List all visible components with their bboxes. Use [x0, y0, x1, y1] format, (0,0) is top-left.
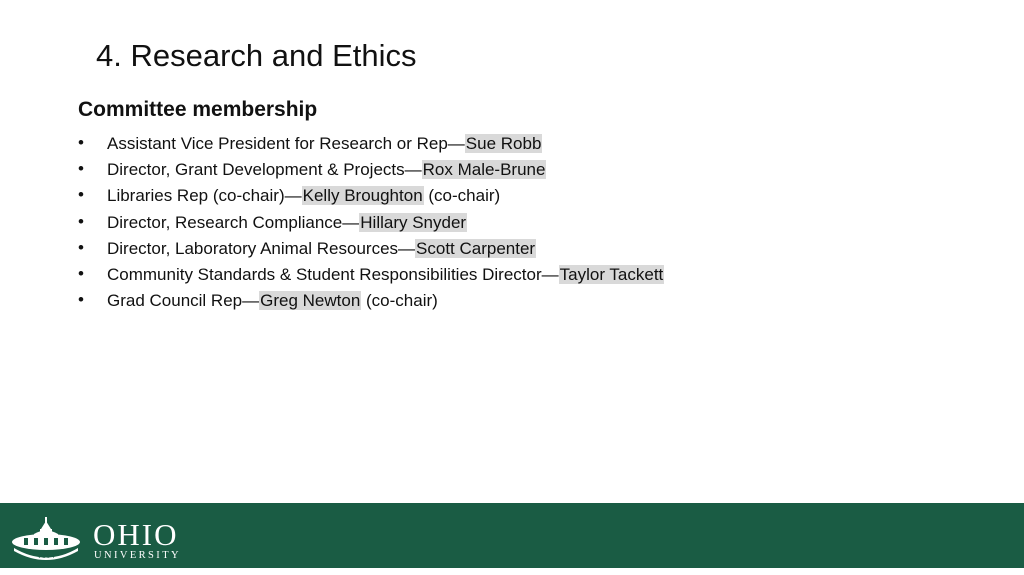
bullet-icon: •: [78, 159, 84, 179]
member-role: Director, Grant Development & Projects—: [107, 160, 422, 180]
member-role: Director, Laboratory Animal Resources—: [107, 238, 416, 258]
svg-text:1 8 0 4: 1 8 0 4: [37, 554, 55, 560]
member-name: Scott Carpenter: [416, 238, 536, 258]
list-item: [78, 289, 664, 315]
logo-subtitle: UNIVERSITY: [94, 550, 181, 561]
bullet-icon: •: [78, 185, 84, 205]
ohio-university-logo: [10, 515, 190, 563]
logo-wordmark: OHIO: [93, 517, 179, 552]
list-item: [78, 211, 664, 237]
list-item: [78, 237, 664, 263]
slide-title: 4. Research and Ethics: [96, 38, 417, 73]
member-role: Director, Research Compliance—: [107, 212, 360, 232]
member-role: Grad Council Rep—: [107, 291, 260, 311]
member-name: Sue Robb: [465, 134, 542, 153]
member-name: Rox Male-Brune: [422, 160, 546, 180]
bullet-icon: •: [78, 237, 84, 257]
section-heading: Committee membership: [78, 98, 318, 121]
member-role: Libraries Rep (co-chair)—: [107, 186, 302, 206]
bullet-icon: •: [78, 133, 84, 152]
bullet-icon: •: [78, 290, 84, 310]
member-note: (co-chair): [423, 186, 501, 206]
member-role: Assistant Vice President for Research or Rep—: [107, 134, 465, 153]
bullet-icon: •: [78, 211, 84, 231]
slide-bottom-margin: [0, 568, 1024, 575]
member-name: Hillary Snyder: [360, 212, 467, 232]
footer-bar: [0, 503, 1024, 568]
cupola-seal-icon: [10, 515, 82, 563]
list-item: [78, 158, 664, 184]
member-name: Greg Newton: [260, 291, 361, 311]
list-item: [78, 132, 664, 158]
list-item: [78, 263, 664, 289]
member-list: [78, 132, 664, 315]
list-item: [78, 184, 664, 210]
member-role: Community Standards & Student Responsibilities Director—: [107, 264, 559, 284]
member-note: (co-chair): [361, 291, 438, 311]
member-name: Kelly Broughton: [302, 186, 423, 206]
member-name: Taylor Tackett: [559, 264, 664, 284]
bullet-icon: •: [78, 263, 84, 283]
